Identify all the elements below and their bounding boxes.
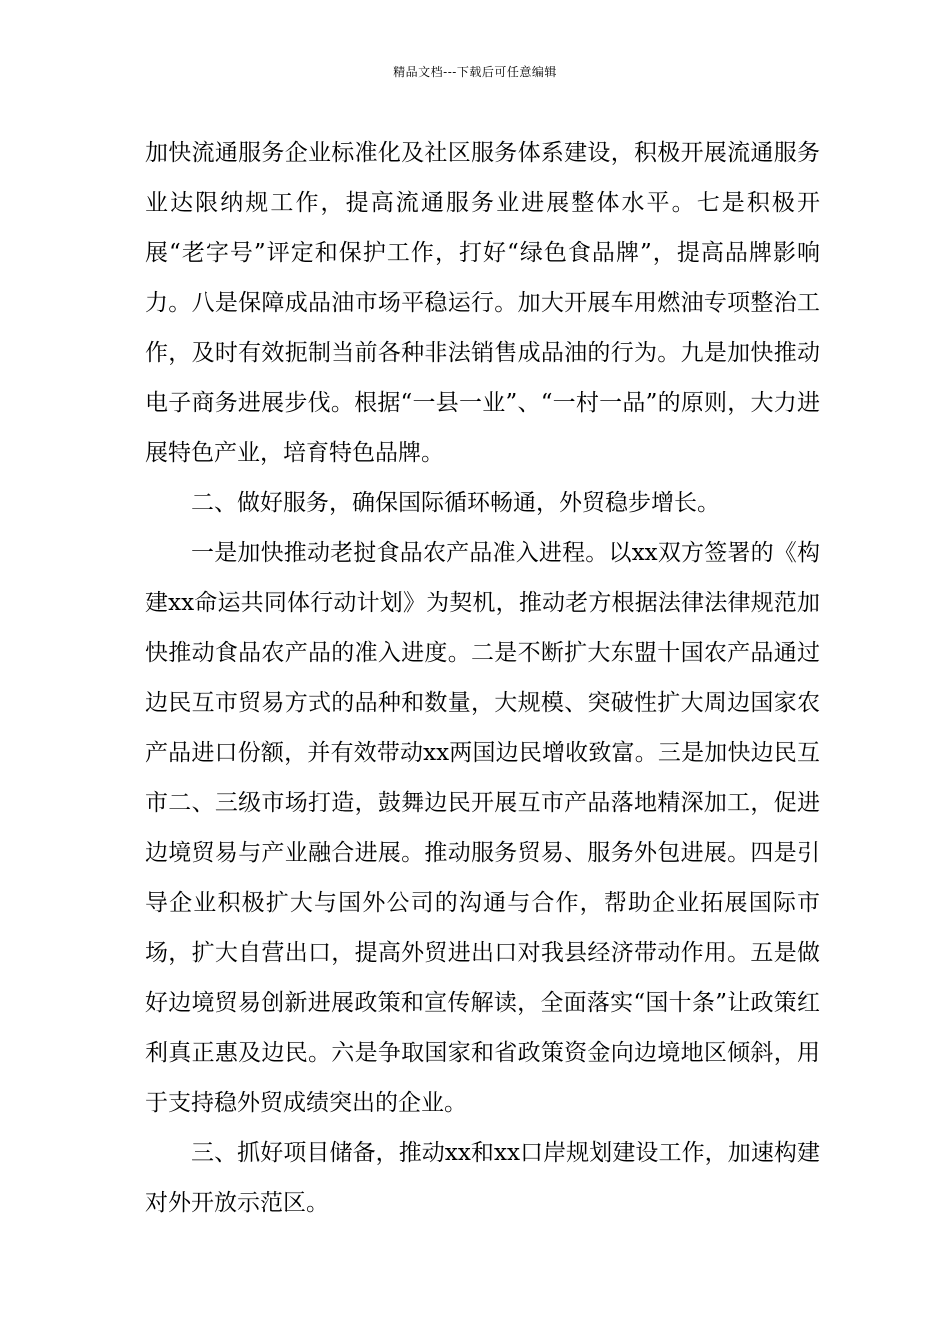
section-heading-3: 三、抓好项目储备，推动xx和xx口岸规划建设工作，加速构建对外开放示范区。	[145, 1140, 820, 1216]
paragraph-trade-measures: 一是加快推动老挝食品农产品准入进程。以xx双方签署的《构建xx命运共同体行动计划》为契机，推动老方根据法律法律规范加快推动食品农产品的准入进度。二是不断扩大东盟十国农产品通过边民互市贸易方式的品种和数量，大规模、突破性扩大周边国家农产品进口份额，并有效带动xx两国边民增收致富。三是加快边民互市二、三级市场打造，鼓舞边民开展互市产品落地精深加工，促进边境贸易与产业融合进展。推动服务贸易、服务外包进展。四是引导企业积极扩大与国外公司的沟通与合作，帮助企业拓展国际市场，扩大自营出口，提高外贸进出口对我县经济带动作用。五是做好边境贸易创新进展政策和宣传解读，全面落实“国十条”让政策红利真正惠及边民。六是争取国家和省政策资金向边境地区倾斜，用于支持稳外贸成绩突出的企业。	[145, 540, 820, 1116]
page-header: 精品文档---下载后可任意编辑	[393, 65, 557, 79]
section-heading-2: 二、做好服务，确保国际循环畅通，外贸稳步增长。	[191, 490, 720, 516]
document-body	[145, 128, 820, 1228]
paragraph-continuation: 加快流通服务企业标准化及社区服务体系建设，积极开展流通服务业达限纳规工作，提高流通服务业进展整体水平。七是积极开展“老字号”评定和保护工作，打好“绿色食品牌”，提高品牌影响力。八是保障成品油市场平稳运行。加大开展车用燃油专项整治工作，及时有效扼制当前各种非法销售成品油的行为。九是加快推动电子商务进展步伐。根据“一县一业”、“一村一品”的原则，大力进展特色产业，培育特色品牌。	[145, 140, 820, 466]
